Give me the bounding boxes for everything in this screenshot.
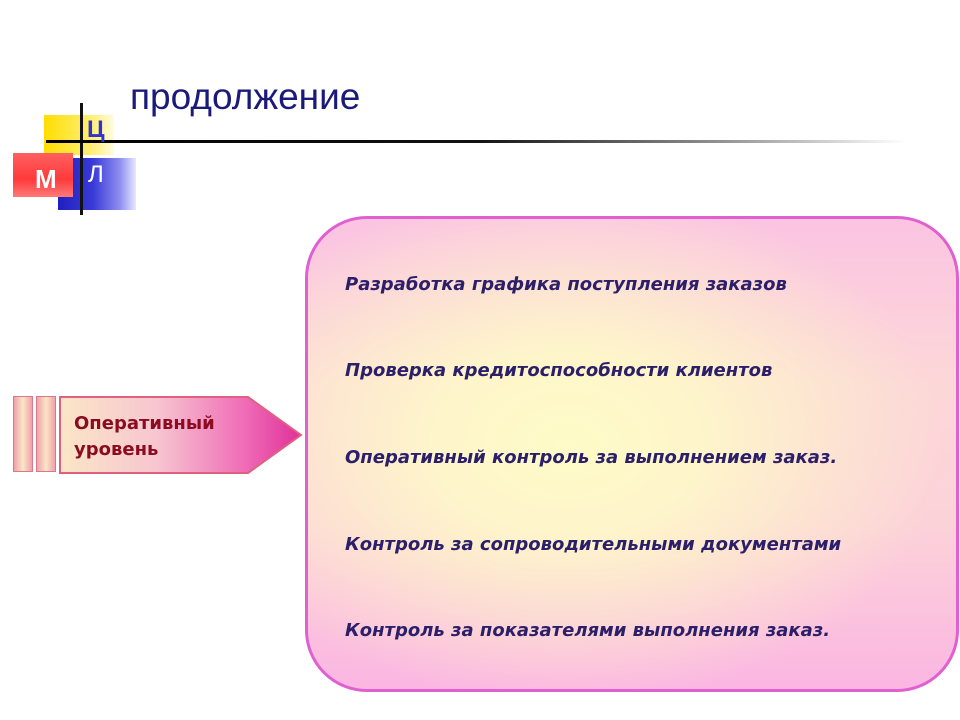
logo-letter-l: Л	[88, 161, 104, 188]
pennant-bar-right	[36, 396, 56, 472]
page-title: продолжение	[130, 76, 361, 117]
pennant-bar-left	[13, 396, 33, 472]
task-item: Оперативный контроль за выполнением заказ.	[345, 447, 838, 468]
title-underline	[46, 140, 906, 143]
task-item: Контроль за сопроводительными документами	[345, 534, 842, 555]
level-label	[74, 411, 215, 463]
task-item: Контроль за показателями выполнения заказ.	[345, 620, 831, 641]
logo-vertical-line	[80, 103, 83, 215]
logo-letter-ts: Ц	[87, 116, 105, 143]
tasks-box	[305, 216, 959, 692]
task-item: Проверка кредитоспособности клиентов	[345, 360, 773, 381]
task-item: Разработка графика поступления заказов	[345, 274, 787, 295]
logo-letter-m: М	[35, 164, 57, 194]
level-label-line2: уровень	[74, 439, 159, 460]
level-label-line1: Оперативный	[74, 413, 215, 434]
